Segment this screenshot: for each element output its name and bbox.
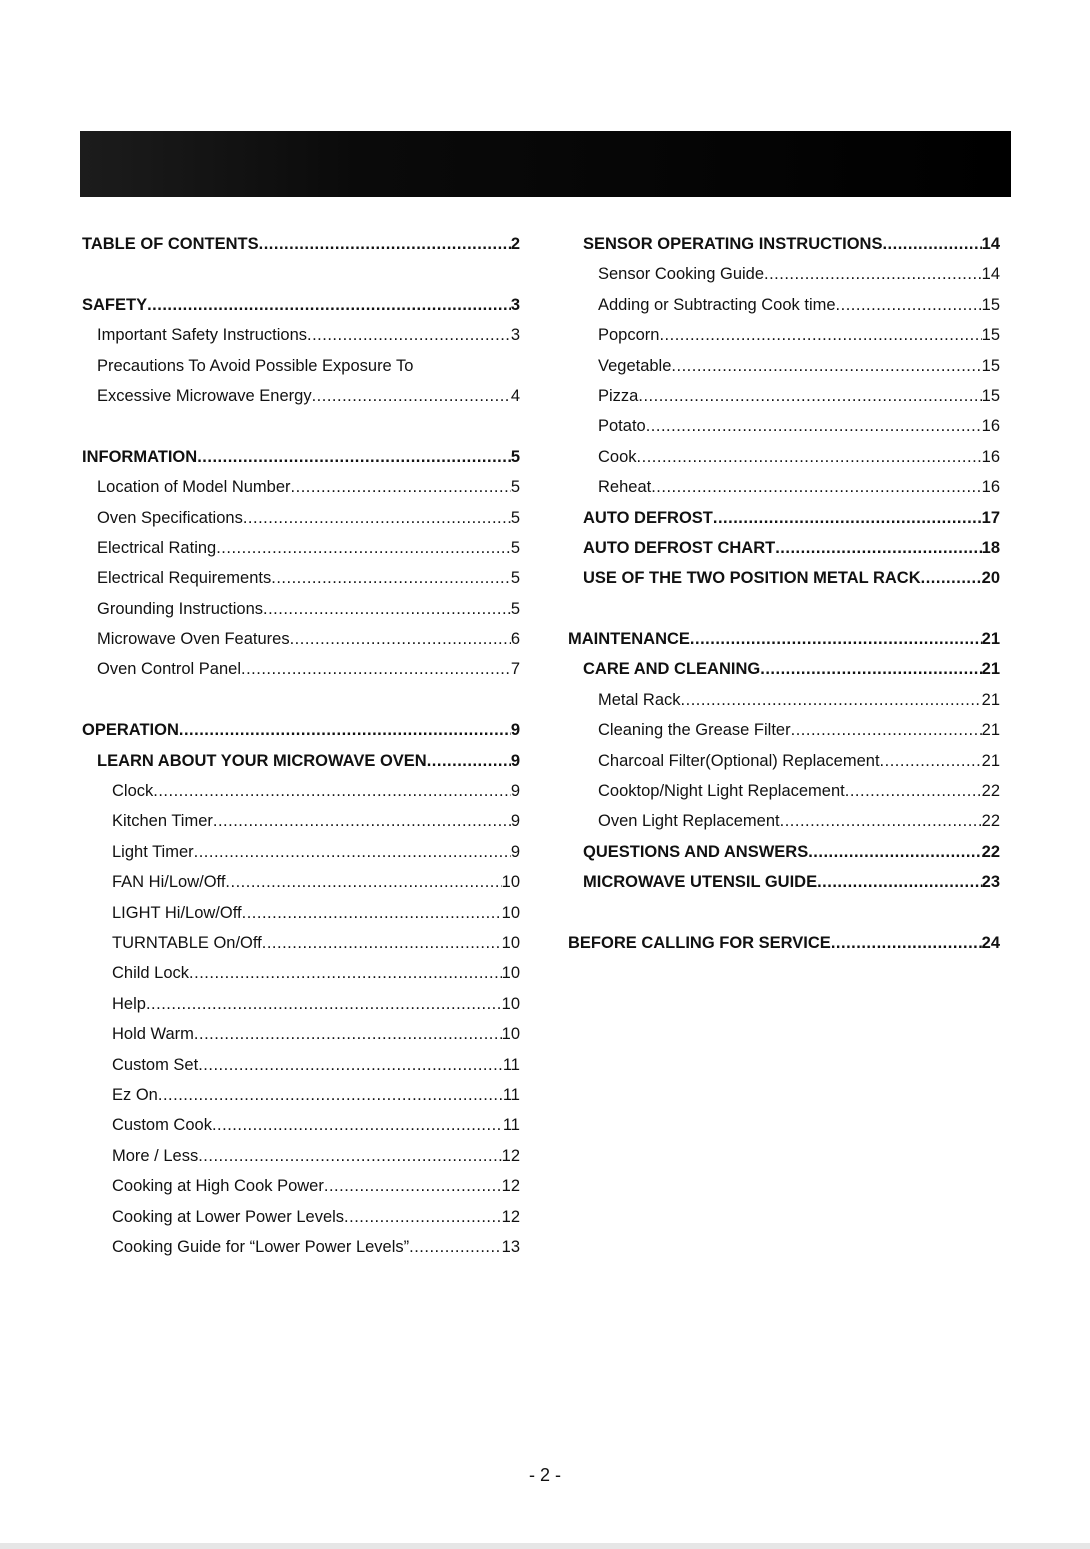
toc-section-entry[interactable] (568, 533, 1000, 563)
toc-dot-leader (671, 351, 981, 381)
toc-dot-leader (659, 320, 981, 350)
toc-entry-label: Hold Warm (112, 1025, 194, 1044)
toc-entry-page: 17 (981, 508, 1000, 527)
toc-entry-page: 12 (501, 1207, 520, 1226)
toc-entry-label: Popcorn (598, 326, 660, 345)
toc-entry-label: Child Lock (112, 964, 190, 983)
toc-dot-leader (262, 928, 502, 958)
toc-entry-label: INFORMATION (82, 447, 198, 466)
toc-spacer (568, 594, 1000, 624)
toc-entry[interactable] (82, 898, 520, 928)
toc-entry[interactable] (82, 806, 520, 836)
toc-section-entry[interactable] (568, 837, 1000, 867)
header-bar (80, 131, 1011, 197)
toc-entry-label: Microwave Oven Features (97, 630, 290, 649)
toc-dot-leader (690, 624, 982, 654)
toc-entry-label: Oven Specifications (97, 508, 243, 527)
toc-dot-leader (637, 442, 982, 472)
toc-entry-page: 9 (510, 751, 520, 770)
toc-entry-page: 21 (981, 660, 1000, 679)
toc-dot-leader (880, 746, 982, 776)
toc-entry-label: QUESTIONS AND ANSWERS (583, 842, 809, 861)
toc-dot-leader (291, 472, 511, 502)
toc-entry-label: LIGHT Hi/Low/Off (112, 903, 242, 922)
toc-entry-page: 18 (981, 538, 1000, 557)
toc-entry[interactable] (82, 1202, 520, 1232)
toc-entry-page: 15 (981, 356, 1000, 375)
toc-entry-page: 21 (981, 630, 1000, 649)
toc-entry-label: Cook (598, 447, 637, 466)
toc-entry-page: 3 (510, 295, 520, 314)
toc-entry[interactable] (82, 1171, 520, 1201)
toc-entry-label: LEARN ABOUT YOUR MICROWAVE OVEN (97, 751, 427, 770)
toc-entry-label: TABLE OF CONTENTS (82, 235, 259, 253)
toc-entry-label: Vegetable (598, 356, 672, 375)
toc-entry-label: Reheat (598, 478, 652, 497)
toc-entry-page: 4 (510, 386, 520, 405)
toc-entry[interactable] (568, 685, 1000, 715)
toc-entry[interactable] (82, 1080, 520, 1110)
toc-entry-label: Custom Set (112, 1055, 199, 1074)
toc-dot-leader (646, 411, 982, 441)
toc-dot-leader (882, 229, 981, 259)
toc-entry-label: More / Less (112, 1146, 199, 1165)
toc-entry-label: Potato (598, 417, 646, 436)
toc-entry-label: OPERATION (82, 721, 179, 740)
toc-section-entry[interactable] (568, 928, 1000, 958)
toc-entry-page: 15 (981, 295, 1000, 314)
toc-entry-label: Kitchen Timer (112, 812, 213, 831)
toc-entry-page: 10 (501, 1025, 520, 1044)
toc-entry-label: Custom Cook (112, 1116, 212, 1135)
toc-entry-page: 7 (510, 660, 520, 679)
toc-dot-leader (307, 320, 511, 350)
toc-dot-leader (324, 1171, 502, 1201)
toc-section-entry[interactable] (568, 563, 1000, 593)
toc-entry[interactable] (82, 472, 520, 502)
toc-dot-leader (651, 472, 981, 502)
toc-entry-page: 5 (510, 569, 520, 588)
toc-entry-label: Excessive Microwave Energy (97, 386, 312, 405)
toc-spacer (568, 898, 1000, 928)
toc-entry-label: MAINTENANCE (568, 630, 690, 649)
toc-dot-leader (271, 563, 511, 593)
toc-entry[interactable] (82, 1050, 520, 1080)
toc-entry-page: 5 (510, 538, 520, 557)
toc-section-entry[interactable] (82, 442, 520, 472)
footer-band (0, 1543, 1090, 1549)
toc-dot-leader (427, 746, 511, 776)
toc-entry-label: Ez On (112, 1085, 158, 1104)
toc-entry-page: 11 (502, 1085, 520, 1104)
toc-dot-leader (179, 715, 511, 745)
toc-entry-page: 12 (501, 1177, 520, 1196)
toc-entry-page: 21 (981, 751, 1000, 770)
toc-dot-leader (241, 654, 511, 684)
toc-dot-leader (194, 837, 511, 867)
toc-entry-page: 10 (501, 873, 520, 892)
toc-entry-label: Light Timer (112, 842, 194, 861)
toc-entry[interactable] (82, 1110, 520, 1140)
toc-entry-label: Cleaning the Grease Filter (598, 721, 791, 740)
toc-entry[interactable] (568, 320, 1000, 350)
toc-dot-leader (791, 715, 982, 745)
toc-entry-label: SENSOR OPERATING INSTRUCTIONS (583, 235, 883, 253)
toc-entry-label: Important Safety Instructions (97, 326, 308, 345)
toc-entry-label: FAN Hi/Low/Off (112, 873, 226, 892)
toc-entry[interactable] (568, 351, 1000, 381)
toc-entry-page: 20 (981, 569, 1000, 588)
toc-entry[interactable] (82, 1019, 520, 1049)
toc-entry-label: Cooking Guide for “Lower Power Levels” (112, 1237, 410, 1256)
toc-entry-label: Cooking at Lower Power Levels (112, 1207, 345, 1226)
toc-spacer (82, 259, 520, 289)
toc-dot-leader (243, 503, 511, 533)
toc-entry-page: 21 (981, 690, 1000, 709)
toc-entry-page: 11 (502, 1116, 520, 1135)
toc-entry-label: Location of Model Number (97, 478, 291, 497)
toc-section-entry[interactable] (82, 746, 520, 776)
toc-section-entry[interactable] (82, 715, 520, 745)
toc-dot-leader (259, 229, 511, 259)
toc-spacer (82, 685, 520, 715)
toc-dot-leader (681, 685, 982, 715)
toc-entry-page: 10 (501, 933, 520, 952)
toc-entry[interactable] (82, 837, 520, 867)
toc-dot-leader (212, 1110, 503, 1140)
toc-dot-leader (713, 503, 982, 533)
toc-entry-page: 5 (510, 478, 520, 497)
toc-entry-page: 13 (501, 1237, 520, 1256)
toc-entry-page: 14 (981, 235, 1000, 253)
toc-entry[interactable] (568, 259, 1000, 289)
toc-section-entry[interactable] (568, 867, 1000, 897)
toc-dot-leader (817, 867, 982, 897)
toc-entry-label: Pizza (598, 386, 639, 405)
toc-entry-page: 5 (510, 508, 520, 527)
toc-dot-leader (409, 1232, 502, 1262)
toc-dot-leader (213, 806, 511, 836)
toc-dot-leader (808, 837, 981, 867)
toc-dot-leader (831, 928, 982, 958)
toc-entry[interactable] (82, 624, 520, 654)
toc-entry[interactable] (82, 533, 520, 563)
toc-entry[interactable] (568, 472, 1000, 502)
toc-entry-label: TURNTABLE On/Off (112, 933, 262, 952)
toc-entry-page: 22 (981, 842, 1000, 861)
toc-entry[interactable] (82, 351, 520, 381)
toc-entry-page: 5 (510, 599, 520, 618)
toc-section-entry[interactable] (568, 229, 1000, 259)
toc-entry-label: Electrical Requirements (97, 569, 272, 588)
toc-entry-page: 14 (981, 265, 1000, 284)
toc-entry-page: 5 (510, 447, 520, 466)
page-number: - 2 - (528, 1465, 561, 1485)
toc-dot-leader (290, 624, 511, 654)
toc-dot-leader (153, 776, 511, 806)
toc-dot-leader (760, 654, 981, 684)
toc-dot-leader (216, 533, 511, 563)
toc-section-entry[interactable] (568, 624, 1000, 654)
toc-section-entry[interactable] (82, 290, 520, 320)
toc-entry[interactable] (82, 381, 520, 411)
toc-entry[interactable] (568, 381, 1000, 411)
toc-entry[interactable] (82, 776, 520, 806)
toc-dot-leader (147, 290, 511, 320)
toc-entry-label: CARE AND CLEANING (583, 660, 761, 679)
toc-entry-label: Electrical Rating (97, 538, 217, 557)
toc-entry-page: 9 (510, 782, 520, 801)
toc-dot-leader (845, 776, 982, 806)
toc-entry-page: 3 (510, 326, 520, 345)
toc-entry-page: 16 (981, 447, 1000, 466)
toc-dot-leader (263, 594, 511, 624)
toc-entry-page: 2 (510, 235, 520, 253)
toc-entry-label: USE OF THE TWO POSITION METAL RACK (583, 569, 921, 588)
toc-entry[interactable] (82, 989, 520, 1019)
toc-entry-label: AUTO DEFROST CHART (583, 538, 776, 557)
toc-entry[interactable] (82, 867, 520, 897)
toc-entry[interactable] (82, 928, 520, 958)
toc-dot-leader (242, 898, 502, 928)
toc-entry-label: MICROWAVE UTENSIL GUIDE (583, 873, 818, 892)
toc-entry-page: 15 (981, 386, 1000, 405)
toc-entry-page: 22 (981, 812, 1000, 831)
toc-entry-page: 9 (510, 842, 520, 861)
toc-entry-page: 10 (501, 994, 520, 1013)
toc-dot-leader (764, 259, 982, 289)
toc-entry-label: Oven Control Panel (97, 660, 241, 679)
toc-entry[interactable] (568, 715, 1000, 745)
toc-entry-label: Metal Rack (598, 690, 681, 709)
toc-entry-page: 22 (981, 782, 1000, 801)
toc-entry-label: Oven Light Replacement (598, 812, 780, 831)
toc-entry[interactable] (82, 1141, 520, 1171)
toc-entry[interactable] (82, 1232, 520, 1262)
toc-entry[interactable] (568, 746, 1000, 776)
toc-section-entry[interactable] (82, 229, 520, 259)
toc-entry-page: 16 (981, 478, 1000, 497)
toc-entry[interactable] (82, 503, 520, 533)
toc-dot-leader (638, 381, 981, 411)
toc-entry-label: SAFETY (82, 295, 148, 314)
toc-entry-label: Help (112, 994, 146, 1013)
toc-entry[interactable] (82, 958, 520, 988)
toc-right-column (568, 229, 1000, 958)
toc-section-entry[interactable] (568, 654, 1000, 684)
toc-entry-page: 10 (501, 964, 520, 983)
toc-dot-leader (197, 442, 511, 472)
toc-entry-page: 21 (981, 721, 1000, 740)
toc-entry[interactable] (568, 290, 1000, 320)
toc-dot-leader (780, 806, 982, 836)
toc-entry-page: 12 (501, 1146, 520, 1165)
toc-dot-leader (158, 1080, 503, 1110)
toc-entry-page: 15 (981, 326, 1000, 345)
toc-entry[interactable] (568, 806, 1000, 836)
toc-entry-label: BEFORE CALLING FOR SERVICE (568, 933, 831, 952)
toc-entry[interactable] (82, 320, 520, 350)
toc-entry-label: Sensor Cooking Guide (598, 265, 765, 284)
toc-entry[interactable] (568, 411, 1000, 441)
toc-entry-label: Precautions To Avoid Possible Exposure To (97, 356, 414, 375)
toc-entry-page: 16 (981, 417, 1000, 436)
toc-dot-leader (921, 563, 982, 593)
toc-entry-page: 6 (510, 630, 520, 649)
toc-dot-leader (194, 1019, 502, 1049)
toc-entry[interactable] (568, 442, 1000, 472)
toc-entry[interactable] (82, 654, 520, 684)
toc-dot-leader (198, 1050, 503, 1080)
toc-entry-page: 10 (501, 903, 520, 922)
toc-spacer (82, 411, 520, 441)
toc-dot-leader (836, 290, 982, 320)
toc-dot-leader (312, 381, 511, 411)
toc-entry-label: Adding or Subtracting Cook time (598, 295, 836, 314)
toc-entry-page: 9 (510, 812, 520, 831)
toc-entry-label: Cooktop/Night Light Replacement (598, 782, 845, 801)
toc-entry[interactable] (82, 563, 520, 593)
toc-dot-leader (146, 989, 502, 1019)
toc-left-column (82, 229, 520, 1262)
toc-entry-page: 9 (510, 721, 520, 740)
toc-dot-leader (189, 958, 502, 988)
toc-entry-label: Clock (112, 782, 154, 801)
toc-entry[interactable] (568, 776, 1000, 806)
toc-dot-leader (775, 533, 981, 563)
toc-entry-label: AUTO DEFROST (583, 508, 713, 527)
toc-entry-label: Charcoal Filter(Optional) Replacement (598, 751, 880, 770)
toc-dot-leader (344, 1202, 502, 1232)
toc-section-entry[interactable] (568, 503, 1000, 533)
toc-entry-label: Grounding Instructions (97, 599, 264, 618)
toc-entry-page: 23 (981, 873, 1000, 892)
toc-dot-leader (198, 1141, 501, 1171)
toc-entry[interactable] (82, 594, 520, 624)
toc-entry-label: Cooking at High Cook Power (112, 1177, 324, 1196)
toc-dot-leader (225, 867, 501, 897)
toc-entry-page: 11 (502, 1055, 520, 1074)
toc-entry-page: 24 (981, 933, 1000, 952)
